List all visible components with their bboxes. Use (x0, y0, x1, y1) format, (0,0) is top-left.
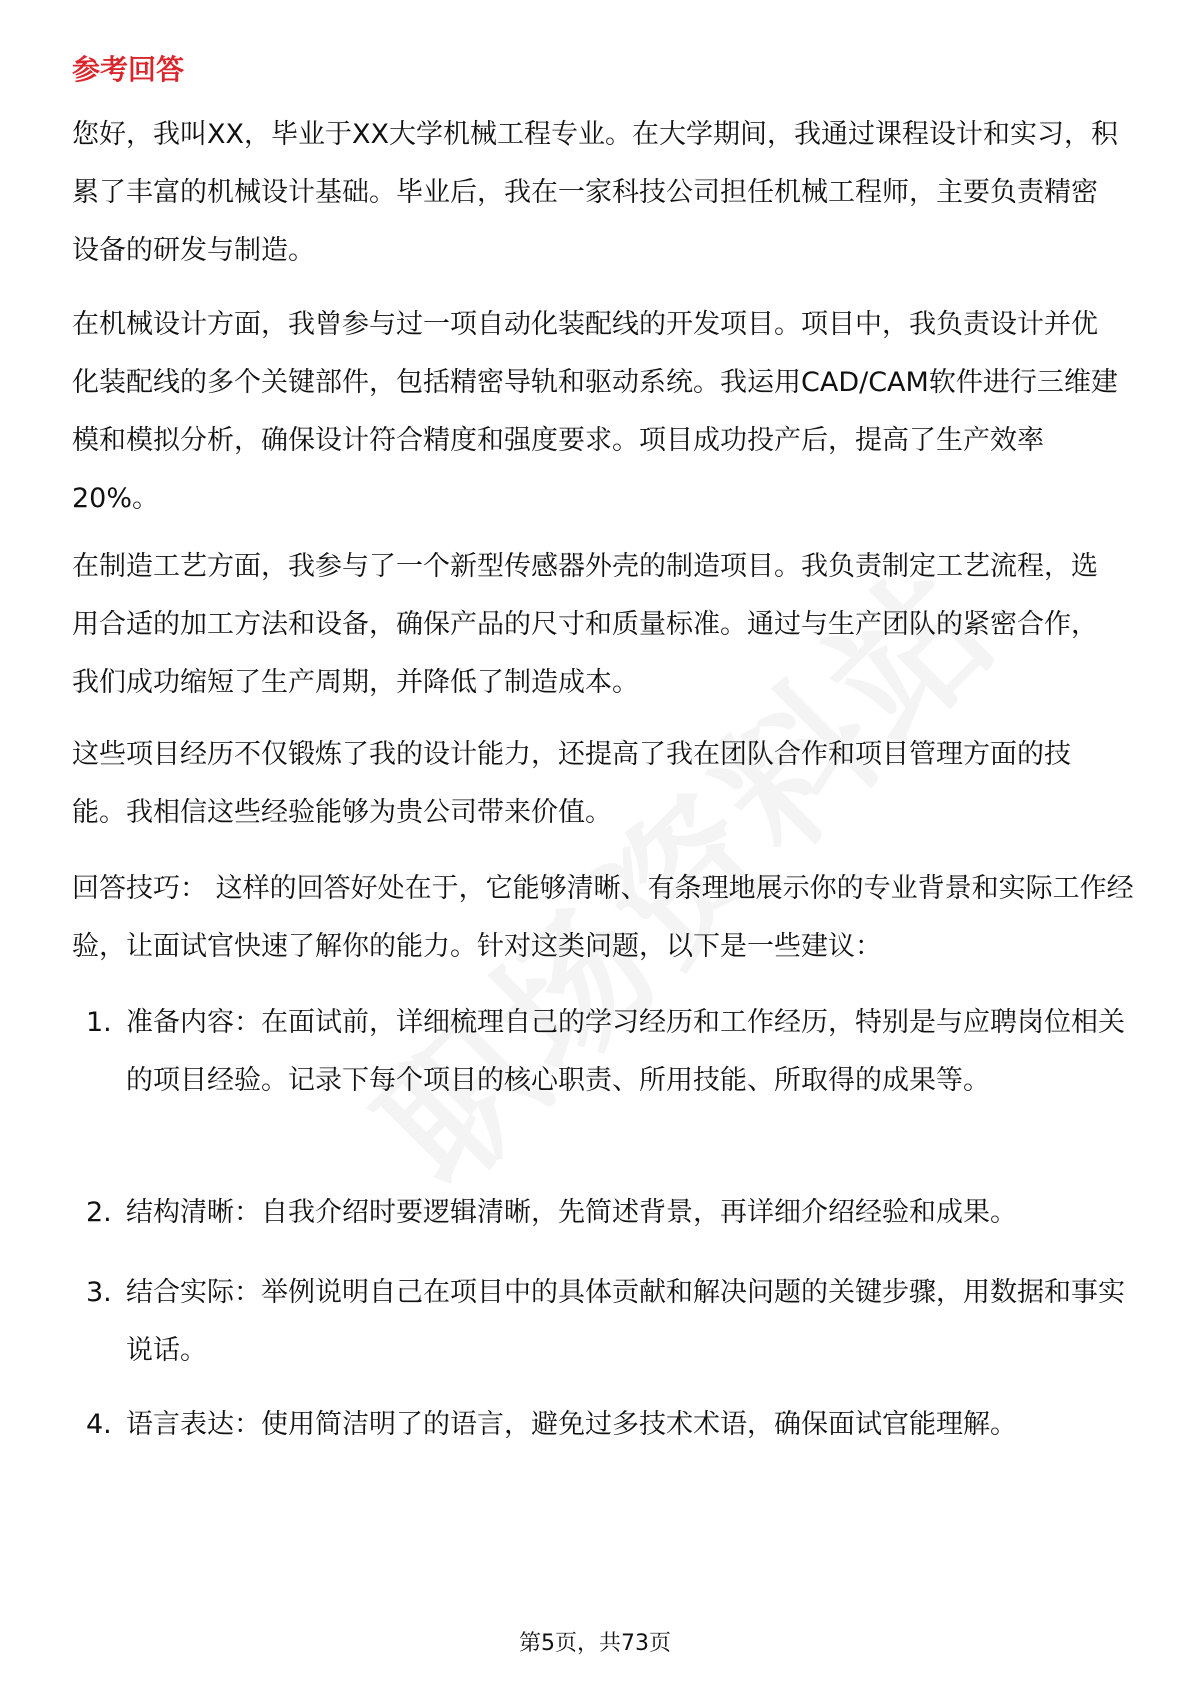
list-item-number: 3. (86, 1277, 112, 1308)
page-number: 第5页，共73页 (519, 1631, 671, 1656)
answer-paragraph-summary: 这些项目经历不仅锻炼了我的设计能力，还提高了我在团队合作和项目管理方面的技能。我相信这些经验能够为贵公司带来价值。 (72, 739, 1071, 828)
list-item (72, 994, 1132, 1110)
list-item-number: 2. (86, 1197, 112, 1228)
list-item-text: 准备内容：在面试前，详细梳理自己的学习经历和工作经历，特别是与应聘岗位相关的项目经验。记录下每个项目的核心职责、所用技能、所取得的成果等。 (126, 1007, 1125, 1096)
list-item-text: 语言表达：使用简洁明了的语言，避免过多技术术语，确保面试官能理解。 (126, 1409, 1017, 1440)
list-item-text: 结构清晰：自我介绍时要逻辑清晰，先简述背景，再详细介绍经验和成果。 (126, 1197, 1017, 1228)
list-item-number: 4. (86, 1409, 112, 1440)
list-item (72, 1264, 1132, 1380)
answer-paragraph-intro: 您好，我叫XX，毕业于XX大学机械工程专业。在大学期间，我通过课程设计和实习，积累了丰富的机械设计基础。毕业后，我在一家科技公司担任机械工程师，主要负责精密设备的研发与制造。 (72, 119, 1118, 266)
list-item (72, 1396, 1132, 1454)
answer-tips: 回答技巧： 这样的回答好处在于，它能够清晰、有条理地展示你的专业背景和实际工作经验，让面试官快速了解你的能力。针对这类问题，以下是一些建议： (72, 873, 1134, 962)
answer-paragraph-manufacturing: 在制造工艺方面，我参与了一个新型传感器外壳的制造项目。我负责制定工艺流程，选用合适的加工方法和设备，确保产品的尺寸和质量标准。通过与生产团队的紧密合作，我们成功缩短了生产周期，并降低了制造成本。 (72, 551, 1098, 698)
list-item-text: 结合实际：举例说明自己在项目中的具体贡献和解决问题的关键步骤，用数据和事实说话。 (126, 1277, 1125, 1366)
section-heading: 参考回答 (72, 53, 185, 86)
list-item-number: 1. (86, 1007, 112, 1038)
list-item (72, 1184, 1132, 1242)
answer-paragraph-design: 在机械设计方面，我曾参与过一项自动化装配线的开发项目。项目中，我负责设计并优化装配线的多个关键部件，包括精密导轨和驱动系统。我运用CAD/CAM软件进行三维建模和模拟分析，确保设计符合精度和强度要求。项目成功投产后，提高了生产效率20%。 (72, 309, 1118, 514)
